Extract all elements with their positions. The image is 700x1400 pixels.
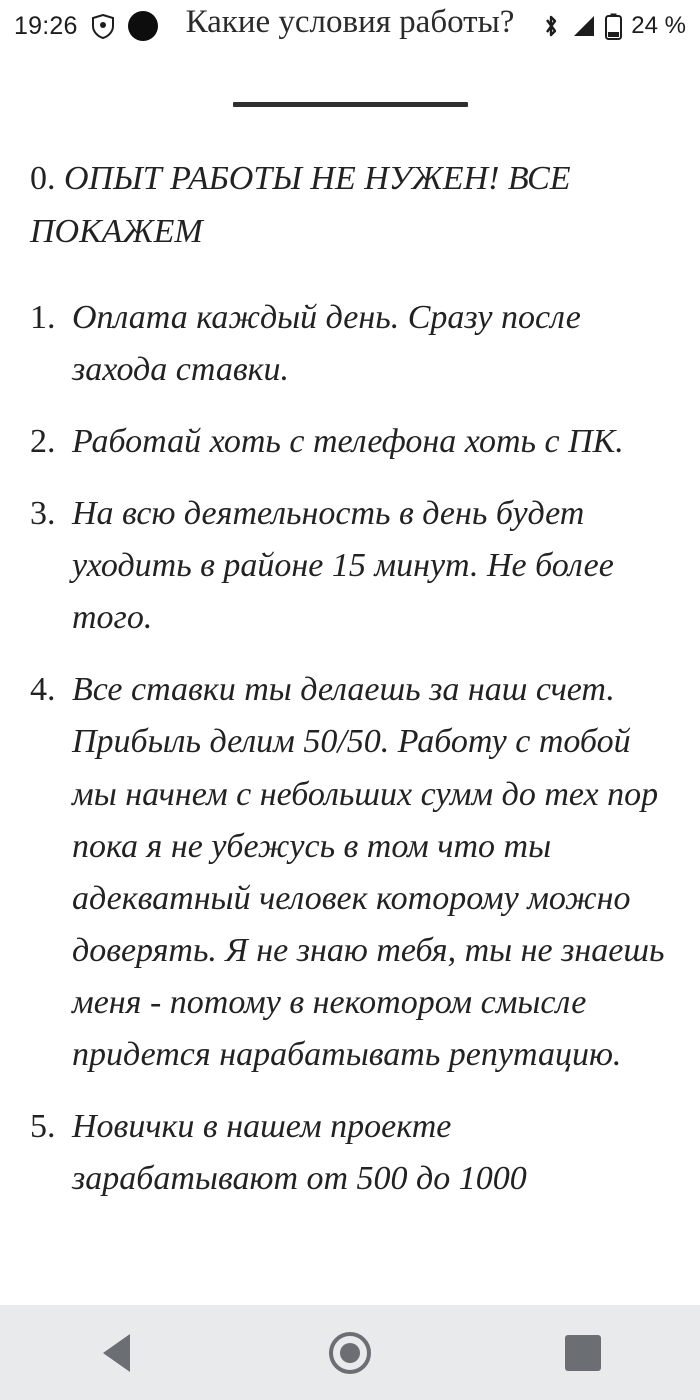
list-item <box>30 664 670 1080</box>
status-bar-left <box>14 11 158 41</box>
page-title: Какие условия работы? <box>185 4 515 40</box>
back-triangle-icon <box>103 1334 130 1372</box>
intro-number: 0. <box>30 160 56 197</box>
list-item <box>30 1101 670 1205</box>
intro-paragraph <box>30 153 670 258</box>
list-item <box>30 416 670 468</box>
list-item-marker: 5. <box>30 1107 56 1145</box>
status-bar-right <box>541 12 686 40</box>
clock: 19:26 <box>14 11 78 40</box>
intro-text: ОПЫТ РАБОТЫ НЕ НУЖЕН! ВСЕ ПОКАЖЕМ <box>30 160 571 250</box>
list-item-text: Работай хоть с телефона хоть с ПК. <box>72 423 624 461</box>
article-content[interactable] <box>0 60 700 1305</box>
list-item-marker: 1. <box>30 299 56 337</box>
list-item-text: На всю деятельность в день будет уходить в районе 15 минут. Не более того. <box>72 495 614 637</box>
navigation-bar <box>0 1305 700 1400</box>
list-item-text: Все ставки ты делаешь за наш счет. Прибыль делим 50/50. Работу с тобой мы начнем с небольших сумм до тех пор пока я не убежусь в том что ты адекватный человек которому можно доверять. Я не знаю тебя, ты не знаешь меня - потому в некотором смысле придется нарабатывать репутацию. <box>72 671 665 1073</box>
status-bar <box>0 0 700 52</box>
list-item-marker: 2. <box>30 423 56 461</box>
recents-square-icon <box>565 1335 601 1371</box>
home-circle-icon <box>329 1332 371 1374</box>
home-button[interactable] <box>290 1305 410 1400</box>
list-item <box>30 488 670 644</box>
list-item-marker: 3. <box>30 495 56 533</box>
terms-list <box>0 292 700 1204</box>
cellular-signal-icon <box>570 13 596 39</box>
camera-punch-hole-icon <box>128 11 158 41</box>
back-button[interactable] <box>57 1305 177 1400</box>
recents-button[interactable] <box>523 1305 643 1400</box>
list-item-text: Новички в нашем проекте зарабатывают от 500 до 1000 <box>72 1107 527 1197</box>
list-item-text: Оплата каждый день. Сразу после захода ставки. <box>72 299 581 389</box>
horizontal-rule <box>233 102 468 107</box>
list-item <box>30 292 670 396</box>
battery-percentage: 24 % <box>631 12 686 39</box>
bluetooth-icon <box>541 12 561 40</box>
list-item-marker: 4. <box>30 671 56 709</box>
shield-icon <box>92 14 114 39</box>
battery-icon <box>605 13 622 40</box>
